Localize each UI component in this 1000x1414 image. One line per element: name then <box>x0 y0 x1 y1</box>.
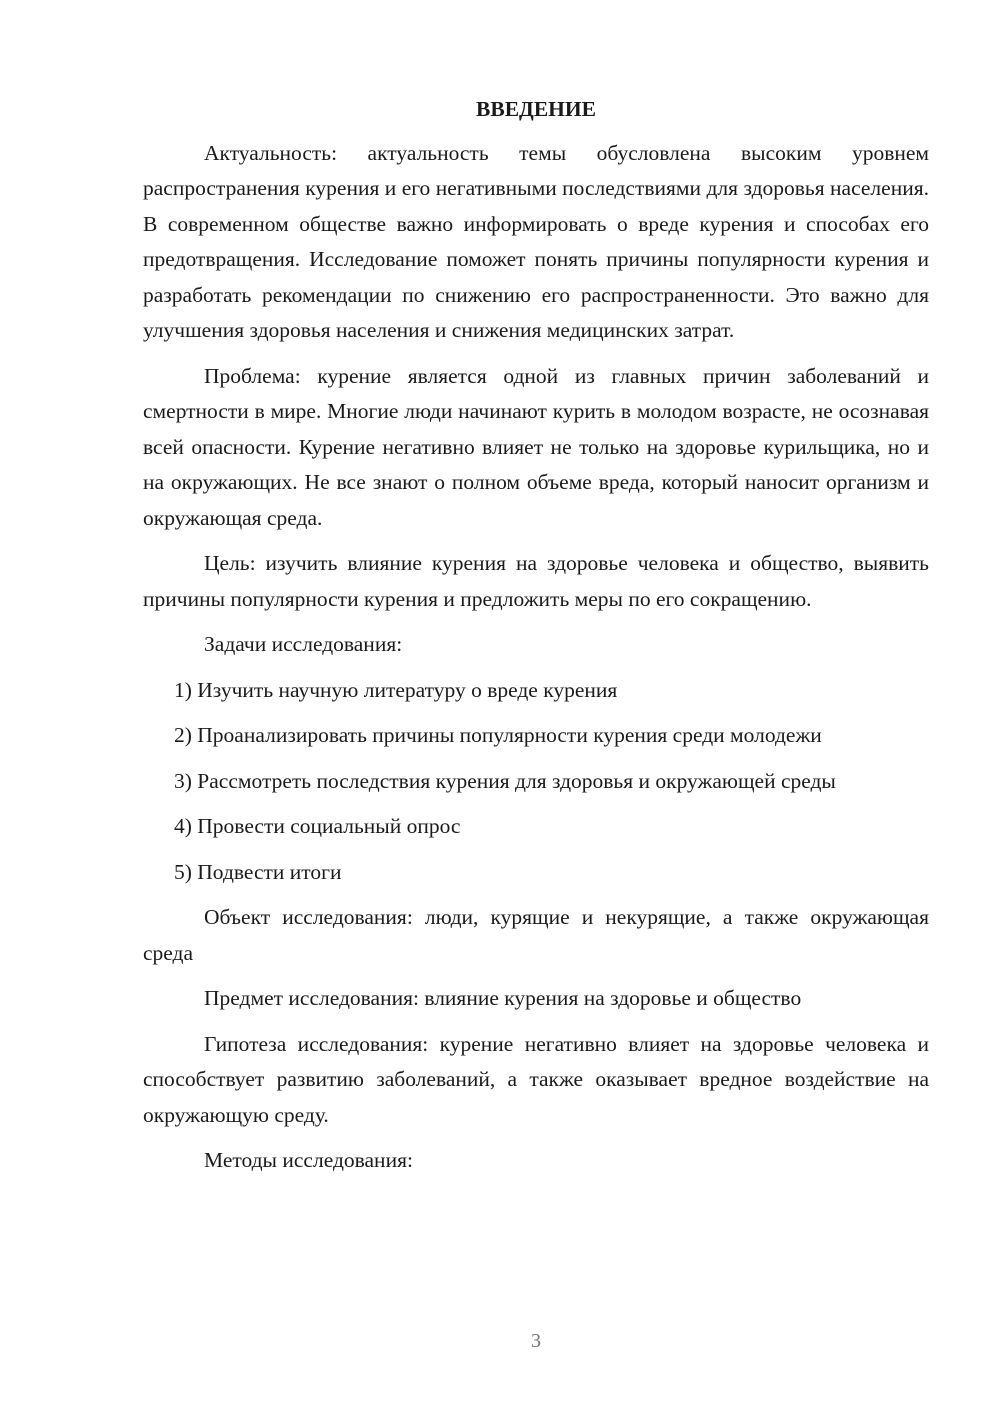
task-item-1: 1) Изучить научную литературу о вреде курения <box>174 677 618 702</box>
paragraph-goal: Цель: изучить влияние курения на здоровье человека и общество, выявить причины популярности курения и предложить меры по его сокращению. <box>143 551 929 611</box>
page-number: 3 <box>531 1330 541 1352</box>
task-item-3: 3) Рассмотреть последствия курения для здоровья и окружающей среды <box>174 768 836 793</box>
document-page <box>143 92 929 1189</box>
paragraph-hypothesis: Гипотеза исследования: курение негативно влияет на здоровье человека и способствует развитию заболеваний, а также оказывает вредное воздействие на окружающую среду. <box>143 1031 929 1127</box>
tasks-heading: Задачи исследования: <box>204 632 403 656</box>
document-title: ВВЕДЕНИЕ <box>476 97 596 121</box>
paragraph-object: Объект исследования: люди, курящие и некурящие, а также окружающая среда <box>143 905 929 965</box>
task-item-2: 2) Проанализировать причины популярности курения среди молодежи <box>174 723 822 747</box>
task-item-4: 4) Провести социальный опрос <box>174 814 461 838</box>
task-item-5: 5) Подвести итоги <box>174 859 342 884</box>
methods-heading: Методы исследования: <box>204 1148 413 1172</box>
paragraph-relevance: Актуальность: актуальность темы обусловлена высоким уровнем распространения курения и его негативными последствиями для здоровья населения. В современном обществе важно информировать о вреде курения и способах его предотвращения. Исследование поможет понять причины популярности курения и разработать рекомендации по снижению его распространенности. Это важно для улучшения здоровья населения и снижения медицинских затрат. <box>143 140 929 342</box>
paragraph-subject: Предмет исследования: влияние курения на здоровье и общество <box>204 986 802 1010</box>
paragraph-problem: Проблема: курение является одной из главных причин заболеваний и смертности в мире. Многие люди начинают курить в молодом возрасте, не осознавая всей опасности. Курение негативно влияет не только на здоровье курильщика, но и на окружающих. Не все знают о полном объеме вреда, который наносит организм и окружающая среда. <box>143 363 929 530</box>
